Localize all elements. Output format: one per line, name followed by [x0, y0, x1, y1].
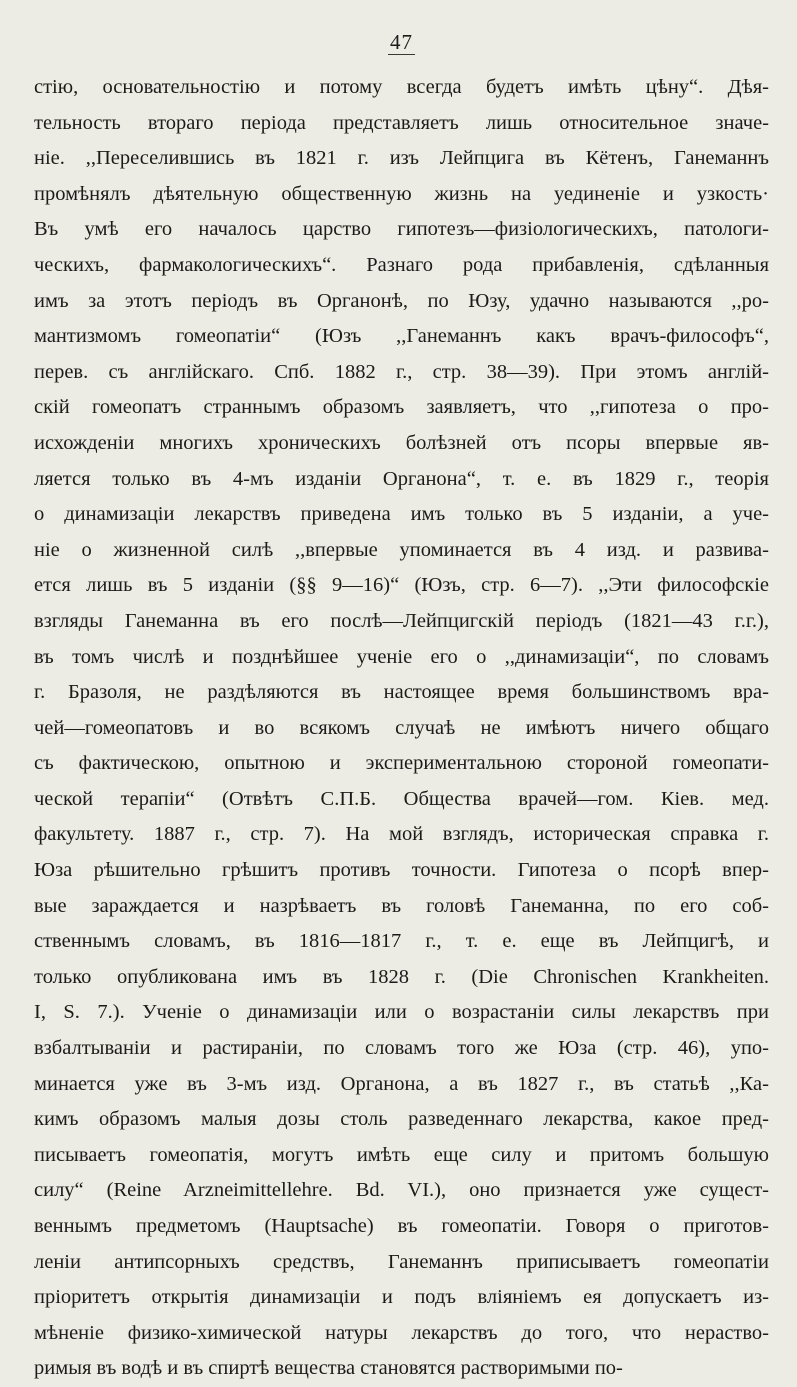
text-line: чей—гомеопатовъ и во всякомъ случаѣ не имѣютъ ничего общаго	[34, 716, 769, 739]
body-text	[34, 70, 769, 1387]
text-line: ческой терапіи“ (Отвѣтъ С.П.Б. Общества врачей—гом. Кіев. мед.	[34, 787, 769, 810]
page-number-text: 47	[390, 30, 413, 54]
text-line: кимъ образомъ малыя дозы столь разведеннаго лекарства, какое пред-	[34, 1108, 769, 1131]
text-line: леніи антипсорныхъ средствъ, Ганеманнъ приписываетъ гомеопатіи	[34, 1250, 769, 1273]
text-line: перев. съ англійскаго. Спб. 1882 г., стр. 38—39). При этомъ англій-	[34, 360, 769, 383]
text-line: ніе о жизненной силѣ ,,впервые упоминается въ 4 изд. и развива-	[34, 538, 769, 561]
text-line: ческихъ, фармакологическихъ“. Разнаго рода прибавленія, сдѣланныя	[34, 253, 769, 276]
text-line: силу“ (Reine Arzneimittellehre. Bd. VI.), оно признается уже сущест-	[34, 1179, 769, 1202]
text-line: въ томъ числѣ и позднѣйшее ученіе его о ,,динамизаціи“, по словамъ	[34, 645, 769, 668]
text-line: веннымъ предметомъ (Hauptsache) въ гомеопатіи. Говоря о приготов-	[34, 1215, 769, 1237]
text-line: Въ умѣ его началось царство гипотезъ—физіологическихъ, патологи-	[34, 218, 769, 241]
text-line: факультету. 1887 г., стр. 7). На мой взглядъ, историческая справка г.	[34, 823, 769, 846]
text-line: мѣненіе физико-химической натуры лекарствъ до того, что нераство-	[34, 1321, 769, 1344]
text-line: ляется только въ 4-мъ изданіи Органона“, т. е. въ 1829 г., теорія	[34, 467, 769, 490]
text-line: г. Бразоля, не раздѣляются въ настоящее время большинствомъ вра-	[34, 681, 769, 704]
text-line: исхожденіи многихъ хроническихъ болѣзней отъ псоры впервые яв-	[34, 431, 769, 454]
text-line: ется лишь въ 5 изданіи (§§ 9—16)“ (Юзъ, стр. 6—7). ,,Эти философскіе	[34, 574, 769, 597]
page-number	[34, 30, 769, 58]
text-line: о динамизаціи лекарствъ приведена имъ только въ 5 изданіи, а уче-	[34, 503, 769, 526]
text-line: стію, основательностію и потому всегда будетъ имѣть цѣну“. Дѣя-	[34, 76, 769, 98]
text-line: пріоритетъ открытія динамизаціи и подъ вліяніемъ ея допускаетъ из-	[34, 1286, 769, 1309]
text-line: ственнымъ словамъ, въ 1816—1817 г., т. е. еще въ Лейпцигѣ, и	[34, 930, 769, 953]
text-line: взбалтываніи и растираніи, по словамъ того же Юза (стр. 46), упо-	[34, 1037, 769, 1060]
text-line: съ фактическою, опытною и экспериментальною стороной гомеопати-	[34, 752, 769, 775]
text-line: вые зараждается и назрѣваетъ въ головѣ Ганеманна, по его соб-	[34, 894, 769, 917]
text-line: минается уже въ 3-мъ изд. Органона, а въ 1827 г., въ статьѣ ,,Ка-	[34, 1072, 769, 1095]
text-line: Юза рѣшительно грѣшитъ противъ точности. Гипотеза о псорѣ впер-	[34, 859, 769, 882]
text-line: взгляды Ганеманна въ его послѣ—Лейпцигскій періодъ (1821—43 г.г.),	[34, 609, 769, 632]
text-line: тельность втораго періода представляетъ лишь относительное значе-	[34, 111, 769, 134]
text-line: только опубликована имъ въ 1828 г. (Die Chronischen Krankheiten.	[34, 965, 769, 988]
text-line: мантизмомъ гомеопатіи“ (Юзъ ,,Ганеманнъ какъ врачъ-философъ“,	[34, 325, 769, 348]
text-line: писываетъ гомеопатія, могутъ имѣть еще силу и притомъ большую	[34, 1143, 769, 1166]
text-line: промѣнялъ дѣятельную общественную жизнь на уединеніе и узкость·	[34, 182, 769, 205]
text-line: ніе. ,,Переселившись въ 1821 г. изъ Лейпцига въ Кётенъ, Ганеманнъ	[34, 147, 769, 170]
text-line: римыя въ водѣ и въ спиртѣ вещества становятся растворимыми по-	[34, 1357, 623, 1380]
text-line: скій гомеопатъ страннымъ образомъ заявляетъ, что ,,гипотеза о про-	[34, 396, 769, 419]
text-line: I, S. 7.). Ученіе о динамизаціи или о возрастаніи силы лекарствъ при	[34, 1001, 769, 1024]
text-line: имъ за этотъ періодъ въ Органонѣ, по Юзу, удачно называются ,,ро-	[34, 289, 769, 312]
